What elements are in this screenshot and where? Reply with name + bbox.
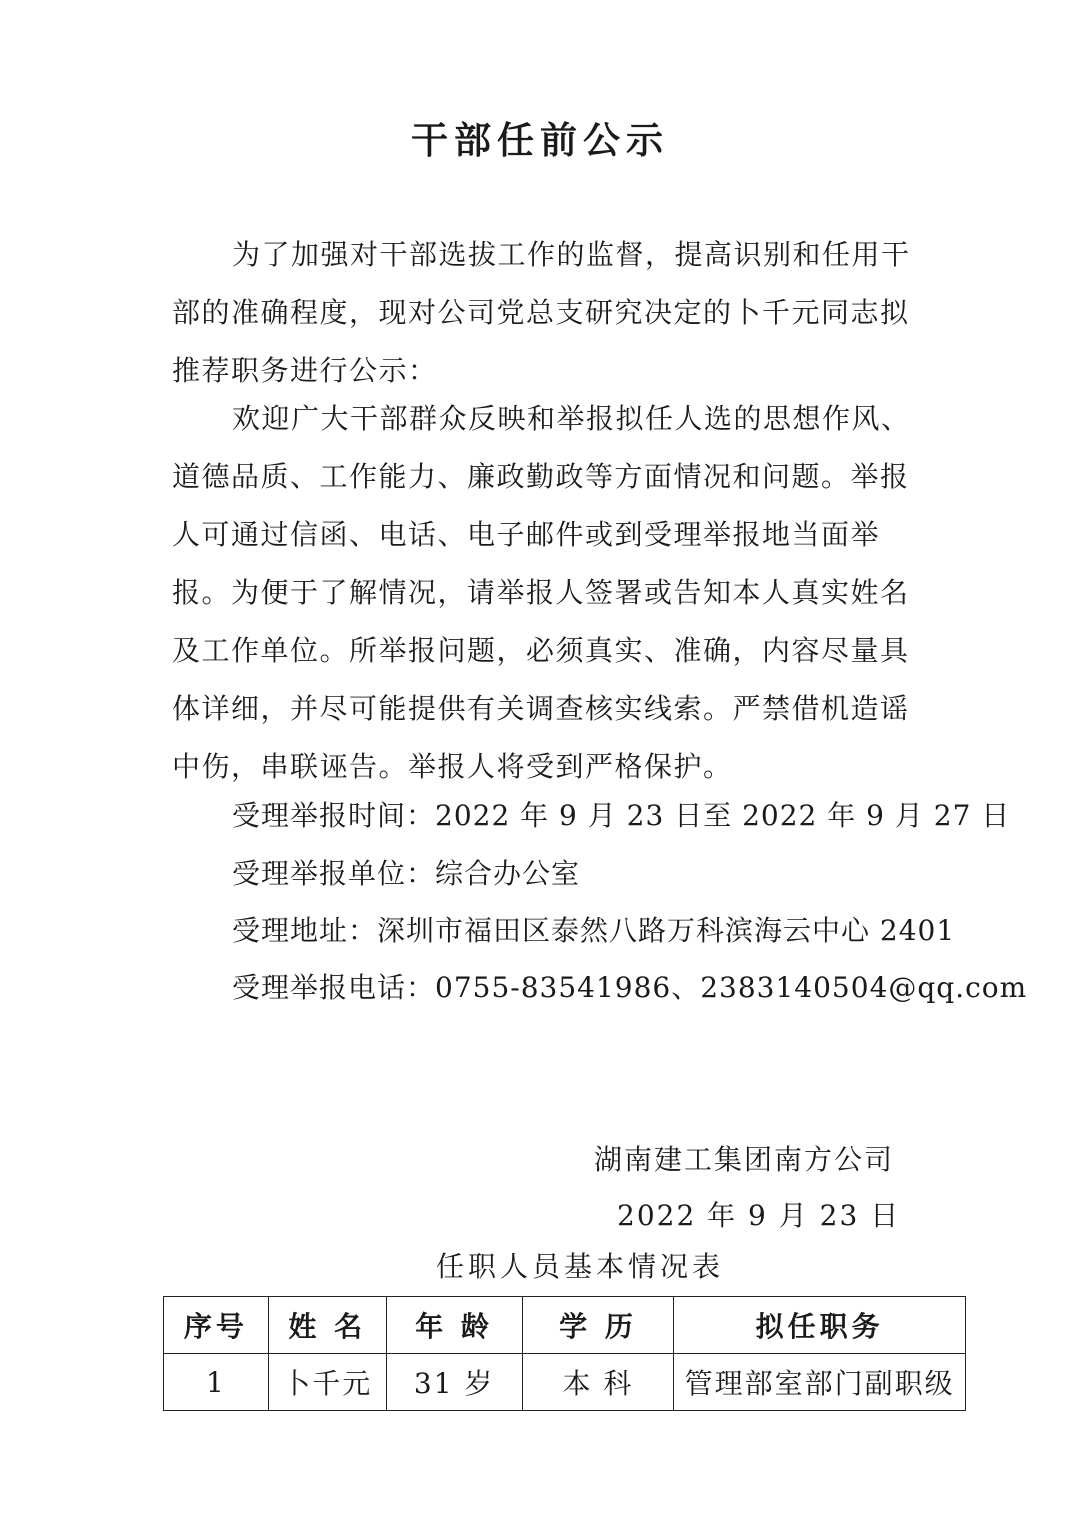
- table-row: [164, 1354, 966, 1411]
- reporting-paragraph: 欢迎广大干部群众反映和举报拟任人选的思想作风、道德品质、工作能力、廉政勤政等方面情况和问题。举报人可通过信函、电话、电子邮件或到受理举报地当面举报。为便于了解情况，请举报人签署或告知本人真实姓名及工作单位。所举报问题，必须真实、准确，内容尽量具体详细，并尽可能提供有关调查核实线索。严禁借机造谣中伤，串联诬告。举报人将受到严格保护。: [172, 402, 911, 783]
- header-index: 序号: [164, 1297, 269, 1354]
- header-position: 拟任职务: [674, 1297, 966, 1354]
- header-age: 年 龄: [386, 1297, 522, 1354]
- personnel-table: [163, 1296, 966, 1411]
- table-title: 任职人员基本情况表: [435, 1250, 724, 1283]
- table-header-row: [164, 1297, 966, 1354]
- header-education: 学 历: [522, 1297, 674, 1354]
- reporting-contact: 受理举报电话：0755-83541986、2383140504@qq.com: [232, 971, 1028, 1004]
- intro-paragraph: 为了加强对干部选拔工作的监督，提高识别和任用干部的准确程度，现对公司党总支研究决定的卜千元同志拟推荐职务进行公示：: [172, 238, 911, 387]
- reporting-address: 受理地址：深圳市福田区泰然八路万科滨海云中心 2401: [232, 914, 956, 947]
- reporting-unit: 受理举报单位：综合办公室: [232, 857, 581, 890]
- cell-education: 本 科: [522, 1354, 674, 1411]
- cell-position: 管理部室部门副职级: [674, 1354, 966, 1411]
- cell-age: 31 岁: [386, 1354, 522, 1411]
- header-name: 姓 名: [268, 1297, 386, 1354]
- cell-name: 卜千元: [268, 1354, 386, 1411]
- issue-date: 2022 年 9 月 23 日: [617, 1199, 901, 1232]
- reporting-time: 受理举报时间：2022 年 9 月 23 日至 2022 年 9 月 27 日: [232, 799, 1011, 832]
- issuing-organization: 湖南建工集团南方公司: [594, 1143, 895, 1176]
- document-title: 干部任前公示: [411, 119, 669, 162]
- cell-index: 1: [164, 1354, 269, 1411]
